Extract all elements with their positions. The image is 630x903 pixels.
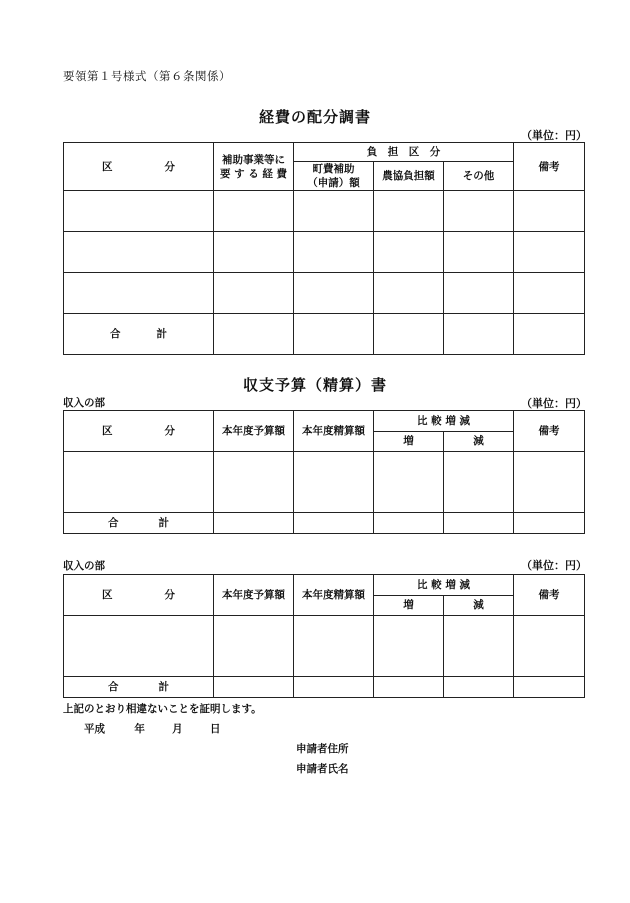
header-kubun: 区 分 <box>64 575 214 616</box>
total-row <box>64 513 585 534</box>
table2-unit: （単位：円） <box>521 397 587 410</box>
header-kubun: 区 分 <box>64 143 214 191</box>
input-cell[interactable] <box>374 191 444 232</box>
input-cell[interactable] <box>444 314 514 355</box>
date-line <box>84 721 220 736</box>
header-increase: 増 <box>374 432 444 452</box>
total-label: 合 計 <box>64 513 214 534</box>
header-comparison: 比 較 増 減 <box>374 411 514 432</box>
total-label: 合 計 <box>64 314 214 355</box>
budget-table <box>63 410 585 534</box>
header-budget: 本年度予算額 <box>214 411 294 452</box>
header-coop-burden: 農協負担額 <box>374 162 444 191</box>
table1-title: 経費の配分調書 <box>258 108 371 126</box>
input-cell[interactable] <box>374 616 444 677</box>
table1-unit: （単位：円） <box>521 129 587 142</box>
header-remarks: 備考 <box>514 143 585 191</box>
total-row <box>64 314 585 355</box>
applicant-address-label: 申請者住所 <box>296 743 349 755</box>
header-subsidy-cost: 補助事業等に 要 す る 経 費 <box>214 143 294 191</box>
input-cell[interactable] <box>64 191 214 232</box>
input-cell[interactable] <box>214 513 294 534</box>
input-cell[interactable] <box>64 232 214 273</box>
input-cell[interactable] <box>294 513 374 534</box>
header-decrease: 減 <box>444 432 514 452</box>
table3-unit: （単位：円） <box>521 559 587 572</box>
header-other: その他 <box>444 162 514 191</box>
input-cell[interactable] <box>514 232 585 273</box>
table-row <box>64 452 585 513</box>
total-label: 合 計 <box>64 677 214 698</box>
input-cell[interactable] <box>444 452 514 513</box>
budget-table-2 <box>63 574 585 698</box>
input-cell[interactable] <box>294 191 374 232</box>
input-cell[interactable] <box>444 616 514 677</box>
table2-title: 収支予算（精算）書 <box>242 376 387 394</box>
day-label: 日 <box>209 723 221 735</box>
input-cell[interactable] <box>64 452 214 513</box>
input-cell[interactable] <box>374 452 444 513</box>
header-town-subsidy: 町費補助 （申請）額 <box>294 162 374 191</box>
input-cell[interactable] <box>294 314 374 355</box>
table-row <box>64 191 585 232</box>
input-cell[interactable] <box>374 513 444 534</box>
header-decrease: 減 <box>444 596 514 616</box>
input-cell[interactable] <box>294 452 374 513</box>
header-increase: 増 <box>374 596 444 616</box>
input-cell[interactable] <box>514 452 585 513</box>
total-row <box>64 677 585 698</box>
header-kubun: 区 分 <box>64 411 214 452</box>
year-label: 年 <box>134 723 145 735</box>
input-cell[interactable] <box>64 273 214 314</box>
input-cell[interactable] <box>514 191 585 232</box>
header-comparison: 比 較 増 減 <box>374 575 514 596</box>
header-burden-category: 負 担 区 分 <box>294 143 514 162</box>
form-reference: 要領第１号様式（第６条関係） <box>63 69 231 83</box>
table-row <box>64 232 585 273</box>
input-cell[interactable] <box>444 513 514 534</box>
header-settlement: 本年度精算額 <box>294 575 374 616</box>
expense-allocation-table <box>63 142 585 355</box>
header-remarks: 備考 <box>514 411 585 452</box>
header-remarks: 備考 <box>514 575 585 616</box>
header-settlement: 本年度精算額 <box>294 411 374 452</box>
input-cell[interactable] <box>214 616 294 677</box>
input-cell[interactable] <box>374 232 444 273</box>
input-cell[interactable] <box>214 232 294 273</box>
table-row <box>64 273 585 314</box>
month-label: 月 <box>172 723 183 735</box>
input-cell[interactable] <box>444 232 514 273</box>
input-cell[interactable] <box>514 314 585 355</box>
input-cell[interactable] <box>214 452 294 513</box>
input-cell[interactable] <box>514 616 585 677</box>
certification-statement: 上記のとおり相違ないことを証明します。 <box>63 703 262 715</box>
input-cell[interactable] <box>214 314 294 355</box>
input-cell[interactable] <box>294 616 374 677</box>
input-cell[interactable] <box>294 273 374 314</box>
era-label: 平成 <box>84 723 105 735</box>
table3-section: 収入の部 <box>63 560 105 572</box>
input-cell[interactable] <box>294 232 374 273</box>
input-cell[interactable] <box>514 513 585 534</box>
input-cell[interactable] <box>214 273 294 314</box>
input-cell[interactable] <box>294 677 374 698</box>
input-cell[interactable] <box>214 191 294 232</box>
input-cell[interactable] <box>514 273 585 314</box>
input-cell[interactable] <box>444 677 514 698</box>
input-cell[interactable] <box>64 616 214 677</box>
table2-section: 収入の部 <box>63 397 105 409</box>
input-cell[interactable] <box>444 191 514 232</box>
header-budget: 本年度予算額 <box>214 575 294 616</box>
input-cell[interactable] <box>514 677 585 698</box>
input-cell[interactable] <box>374 314 444 355</box>
input-cell[interactable] <box>374 273 444 314</box>
input-cell[interactable] <box>214 677 294 698</box>
input-cell[interactable] <box>444 273 514 314</box>
table-row <box>64 616 585 677</box>
input-cell[interactable] <box>374 677 444 698</box>
applicant-name-label: 申請者氏名 <box>296 763 349 775</box>
